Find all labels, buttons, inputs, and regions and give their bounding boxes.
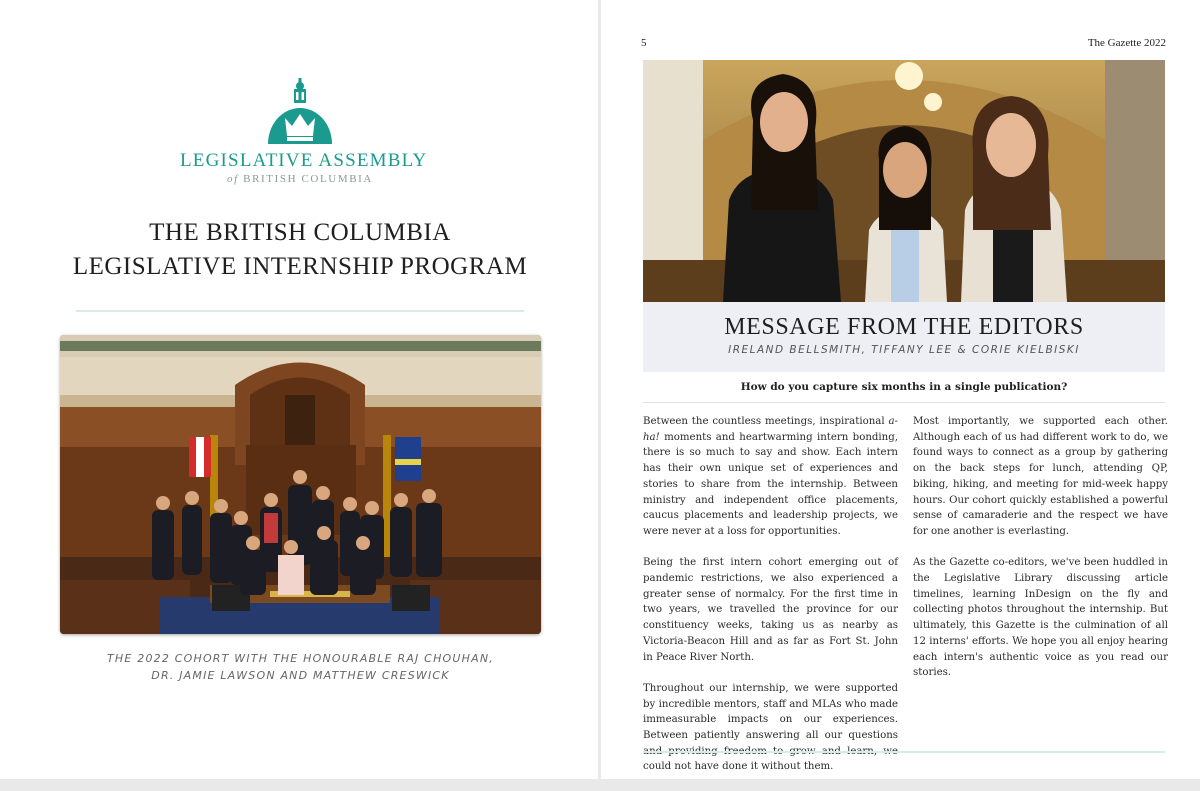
program-title xyxy=(40,216,560,284)
bottom-divider xyxy=(643,751,1165,753)
paragraph-text: Between the countless meetings, inspirational xyxy=(643,416,889,427)
caption-line2: DR. JAMIE LAWSON AND MATTHEW CRESWICK xyxy=(151,669,450,682)
paragraph xyxy=(643,414,898,540)
paragraph-text: moments and heartwarming intern bonding, there is so much to say and show. Each intern has their own unique set of experiences and stories to share from the internship. Between ministry and independent office placements, caucus placements and leadership projects, we were never at a loss for opportunities. xyxy=(643,431,898,537)
text-column-1 xyxy=(643,414,898,791)
paragraph: Most importantly, we supported each other. Although each of us had different work to do, we found ways to connect as a group by gathering on the back steps for lunch, attending QP, biking, hiking, and meeting for mid-week happy hours. Our cohort quickly established a powerful sense of camaraderie and the respect we have for one another is everlasting. xyxy=(913,416,1168,537)
right-page xyxy=(601,0,1200,779)
legislative-assembly-logo xyxy=(180,76,428,185)
program-title-line1: THE BRITISH COLUMBIA xyxy=(149,219,451,246)
paragraph-emphasis: a-ha! xyxy=(643,416,898,443)
logo-name: LEGISLATIVE ASSEMBLY xyxy=(180,150,428,171)
article-subhead: How do you capture six months in a single publication? xyxy=(740,381,1068,393)
text-column-2 xyxy=(913,414,1168,697)
paragraph: Being the first intern cohort emerging out of pandemic restrictions, we also experienced a greater sense of normalcy. For the first time in two years, we travelled the province for our constituency weeks, taking us as nearby as Victoria-Beacon Hill and as far as Fort St. John in Peace River North. xyxy=(643,557,898,663)
logo-subtitle xyxy=(180,173,420,185)
photo-caption xyxy=(60,650,541,684)
editors-names: IRELAND BELLSMITH, TIFFANY LEE & CORIE KIELBISKI xyxy=(728,344,1080,356)
paragraph: As the Gazette co-editors, we've been huddled in the Legislative Library discussing article timelines, learning InDesign on the fly and collecting photos throughout the internship. But ultimately, this Gazette is the culmination of all 12 interns' efforts. We hope you all enjoy hearing each intern's authentic voice as you read our stories. xyxy=(913,557,1168,679)
message-title: MESSAGE FROM THE EDITORS xyxy=(724,314,1084,340)
dome-crown-icon xyxy=(265,76,335,146)
program-title-line2: LEGISLATIVE INTERNSHIP PROGRAM xyxy=(72,253,528,280)
logo-subtitle-text: BRITISH COLUMBIA xyxy=(243,173,373,185)
caption-line1: THE 2022 COHORT WITH THE HONOURABLE RAJ CHOUHAN, xyxy=(107,652,494,665)
message-title-band xyxy=(643,302,1165,372)
paragraph: Throughout our internship, we were supported by incredible mentors, staff and MLAs who made immeasurable impacts on our experiences. Between patiently answering all our questions could not have done it without them. xyxy=(643,682,898,773)
editors-photo xyxy=(643,60,1165,302)
running-head: The Gazette 2022 xyxy=(1087,37,1166,49)
subhead-divider xyxy=(643,402,1165,403)
cohort-group-photo xyxy=(60,335,541,634)
logo-subtitle-prefix: of xyxy=(227,173,239,185)
page-number: 5 xyxy=(641,37,647,49)
divider xyxy=(76,310,524,312)
left-page xyxy=(0,0,598,779)
